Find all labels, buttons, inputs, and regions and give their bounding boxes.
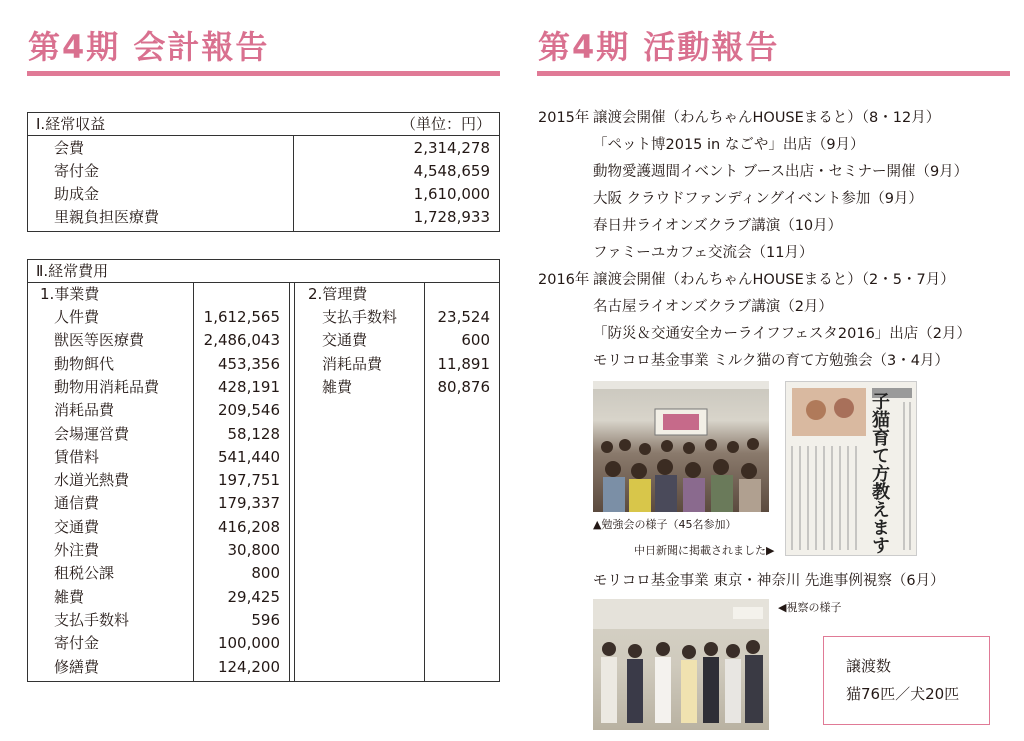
adoption-title: 譲渡数 — [846, 657, 892, 675]
business-expense-value: 209,546 — [217, 401, 280, 420]
business-expense-label: 人件費 — [54, 308, 100, 326]
unit-label: （単位：円） — [400, 115, 491, 133]
business-expense-label: 会場運営費 — [54, 424, 130, 443]
activity-item: 名古屋ライオンズクラブ講演（2月） — [593, 299, 833, 315]
business-expense-label: 水道光熱費 — [54, 471, 130, 490]
activity-title-underline — [537, 71, 1010, 76]
business-expense-label: 寄付金 — [54, 634, 100, 653]
adoption-value: 猫76匹／犬20匹 — [846, 685, 960, 703]
business-expense-value: 100,000 — [217, 634, 280, 653]
business-expense-value: 541,440 — [217, 447, 280, 466]
admin-expense-value: 23,524 — [437, 308, 490, 326]
admin-expense-value: 600 — [461, 331, 490, 350]
admin-expense-label: 雑費 — [322, 377, 353, 396]
income-item-label: 会費 — [54, 139, 85, 157]
business-expense-value: 800 — [251, 564, 280, 583]
business-expense-value: 58,128 — [227, 424, 280, 443]
income-item-label: 助成金 — [54, 185, 100, 203]
income-title: Ⅰ.経常収益 — [36, 115, 106, 133]
activity-year: 2016年 — [538, 272, 590, 288]
newspaper-illustration — [786, 382, 917, 556]
expense-divider-2 — [289, 282, 290, 681]
activity-item: 譲渡会開催（わんちゃんHOUSEまると）（2・5・7月） — [593, 272, 955, 288]
expense-divider-4 — [424, 282, 425, 681]
business-expense-value: 2,486,043 — [203, 331, 280, 350]
accounting-report-title: 第4期 会計報告 — [28, 28, 270, 66]
admin-expense-title: 2.管理費 — [308, 285, 368, 303]
business-expense-value: 428,191 — [217, 377, 280, 396]
adoption-count-box — [823, 636, 990, 725]
business-expense-label: 交通費 — [54, 517, 100, 536]
admin-expense-label: 支払手数料 — [322, 308, 398, 326]
expense-table — [27, 259, 500, 682]
expense-header — [28, 260, 499, 283]
activity-item: 譲渡会開催（わんちゃんHOUSEまると）（8・12月） — [593, 110, 941, 126]
business-expense-label: 獣医等医療費 — [54, 331, 145, 350]
business-expense-value: 596 — [251, 610, 280, 629]
activity-item: モリコロ基金事業 ミルク猫の育て方勉強会（3・4月） — [593, 353, 949, 369]
business-expense-label: 動物用消耗品費 — [54, 377, 160, 396]
accounting-title-underline — [27, 71, 500, 76]
business-expense-value: 416,208 — [217, 517, 280, 536]
newspaper-clipping — [785, 381, 917, 556]
activity-year: 2015年 — [538, 110, 590, 126]
expense-divider-1 — [193, 282, 194, 681]
business-expense-label: 通信費 — [54, 494, 100, 513]
income-header — [28, 113, 499, 136]
activity-item: ファミーユカフェ交流会（11月） — [593, 245, 814, 261]
expense-divider-3 — [294, 282, 295, 681]
business-expense-label: 消耗品費 — [54, 401, 115, 420]
seminar-caption: ▲勉強会の様子（45名参加） — [593, 518, 737, 531]
activity-report-title: 第4期 活動報告 — [538, 28, 780, 66]
business-expense-value: 124,200 — [217, 657, 280, 676]
income-item-label: 里親負担医療費 — [54, 208, 160, 226]
seminar-photo — [593, 381, 769, 512]
activity-item: 「ペット博2015 in なごや」出店（9月） — [593, 137, 865, 153]
inspection-caption: ◀視察の様子 — [778, 601, 842, 614]
business-expense-value: 30,800 — [227, 541, 280, 559]
business-expense-label: 租税公課 — [54, 564, 115, 583]
activity-item: 「防災＆交通安全カーライフフェスタ2016」出店（2月） — [593, 326, 972, 342]
activity-item: 大阪 クラウドファンディングイベント参加（9月） — [593, 191, 923, 207]
business-expense-value: 179,337 — [217, 494, 280, 513]
business-expense-label: 動物餌代 — [54, 354, 115, 373]
business-expense-label: 修繕費 — [54, 657, 100, 676]
activity-item-inspection: モリコロ基金事業 東京・神奈川 先進事例視察（6月） — [593, 573, 945, 589]
business-expense-label: 賃借料 — [54, 447, 100, 466]
business-expense-label: 雑費 — [54, 587, 85, 606]
income-divider — [293, 135, 294, 231]
admin-expense-value: 11,891 — [437, 354, 490, 373]
business-expense-value: 29,425 — [227, 587, 280, 606]
income-table — [27, 112, 500, 232]
income-item-value: 1,610,000 — [413, 185, 490, 203]
income-item-value: 2,314,278 — [413, 139, 490, 157]
business-expense-label: 外注費 — [54, 541, 100, 559]
business-expense-value: 1,612,565 — [203, 308, 280, 326]
admin-expense-value: 80,876 — [437, 377, 490, 396]
income-item-value: 1,728,933 — [413, 208, 490, 226]
activity-item: 春日井ライオンズクラブ講演（10月） — [593, 218, 843, 234]
admin-expense-label: 交通費 — [322, 331, 368, 350]
income-item-value: 4,548,659 — [413, 162, 490, 180]
newspaper-caption: 中日新聞に掲載されました▶ — [634, 544, 775, 557]
seminar-photo-illustration — [593, 381, 769, 512]
business-expense-value: 453,356 — [217, 354, 280, 373]
business-expense-label: 支払手数料 — [54, 610, 130, 629]
expense-title: Ⅱ.経常費用 — [36, 262, 109, 280]
group-photo — [593, 599, 769, 730]
newspaper-headline: 子猫育て方教えます — [869, 392, 890, 554]
business-expense-title: 1.事業費 — [40, 285, 100, 303]
admin-expense-label: 消耗品費 — [322, 354, 383, 373]
group-photo-illustration — [593, 599, 769, 730]
income-item-label: 寄付金 — [54, 162, 100, 180]
business-expense-value: 197,751 — [217, 471, 280, 490]
activity-item: 動物愛護週間イベント ブース出店・セミナー開催（9月） — [593, 164, 969, 180]
